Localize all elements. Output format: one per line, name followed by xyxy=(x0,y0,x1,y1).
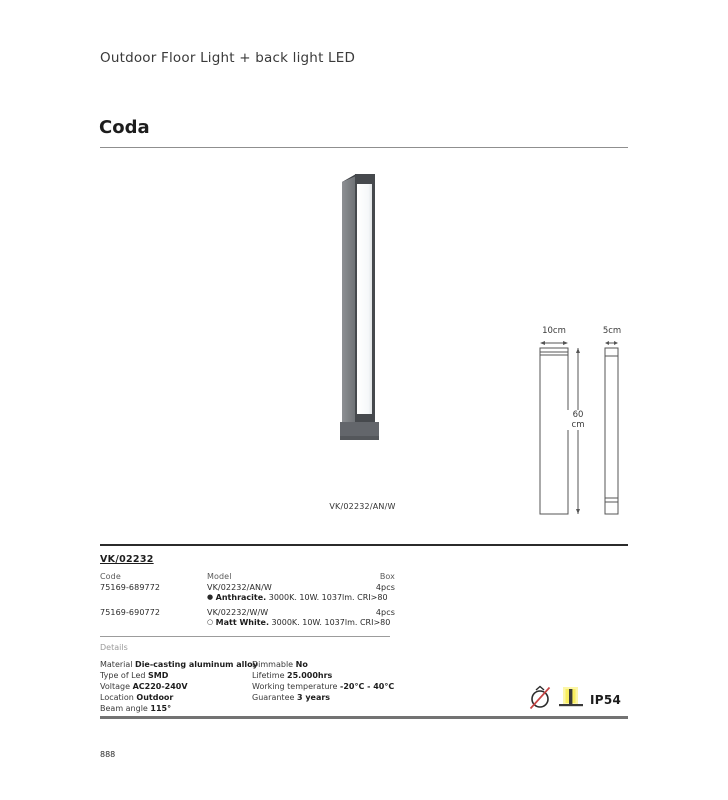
dim-height-label xyxy=(564,410,592,430)
detail-value: 3 years xyxy=(296,693,331,702)
detail-row xyxy=(100,660,258,669)
table-row-code: 75169-689772 xyxy=(100,583,161,592)
photo-caption: VK/02232/AN/W xyxy=(329,502,396,511)
dimension-drawing xyxy=(530,340,630,520)
divider-footer xyxy=(100,716,628,719)
detail-value: SMD xyxy=(148,671,169,680)
detail-row xyxy=(100,693,173,702)
divider-section-top xyxy=(100,544,628,546)
lamp-side-face xyxy=(342,176,356,422)
detail-row xyxy=(252,682,394,691)
finish-specs: 3000K. 10W. 1037lm. CRI>80 xyxy=(266,593,388,602)
dim-width-label: 10cm xyxy=(542,326,566,336)
detail-row xyxy=(100,704,171,713)
table-row-finish-line xyxy=(207,593,388,602)
detail-key: Dimmable xyxy=(252,660,296,669)
detail-key: Lifetime xyxy=(252,671,288,680)
detail-row xyxy=(252,660,308,669)
col-header-box: Box xyxy=(379,572,395,581)
product-name: Coda xyxy=(99,117,150,138)
detail-value: Outdoor xyxy=(136,693,174,702)
divider-table-bottom xyxy=(100,636,390,637)
product-photo xyxy=(338,172,382,450)
col-header-code: Code xyxy=(100,572,121,581)
lamp-diffuser xyxy=(357,184,372,414)
finish-swatch-open: ○ xyxy=(207,618,214,626)
detail-value: 25.000hrs xyxy=(287,671,333,680)
detail-value: -20°C - 40°C xyxy=(340,682,395,691)
finish-name: Anthracite. xyxy=(215,593,267,602)
detail-value: AC220-240V xyxy=(132,682,188,691)
not-dimmable-icon xyxy=(528,685,552,710)
details-label: Details xyxy=(100,643,128,652)
detail-key: Material xyxy=(100,660,136,669)
dim-height-unit: cm xyxy=(571,420,585,430)
detail-key: Location xyxy=(100,693,137,702)
divider-under-title xyxy=(100,147,628,148)
detail-key: Voltage xyxy=(100,682,133,691)
table-row-box: 4pcs xyxy=(375,608,395,617)
table-row-model: VK/02232/AN/W xyxy=(207,583,272,592)
detail-key: Type of Led xyxy=(100,671,149,680)
detail-value: No xyxy=(295,660,308,669)
finish-specs: 3000K. 10W. 1037lm. CRI>80 xyxy=(269,618,391,627)
page-number: 888 xyxy=(100,750,116,759)
detail-row xyxy=(100,682,188,691)
finish-name: Matt White. xyxy=(215,618,269,627)
finish-swatch-filled: ● xyxy=(207,593,214,601)
table-row-code: 75169-690772 xyxy=(100,608,161,617)
ip-rating: IP54 xyxy=(590,693,622,707)
table-row-finish-line xyxy=(207,618,390,627)
detail-key: Guarantee xyxy=(252,693,297,702)
floor-mounted-icon xyxy=(556,686,586,712)
detail-key: Beam angle xyxy=(100,704,151,713)
detail-row xyxy=(252,671,332,680)
detail-row xyxy=(100,671,168,680)
table-row-box: 4pcs xyxy=(375,583,395,592)
detail-row xyxy=(252,693,330,702)
page-header-title: Outdoor Floor Light + back light LED xyxy=(100,50,356,66)
section-code-heading: VK/02232 xyxy=(100,554,154,565)
table-row-model: VK/02232/W/W xyxy=(207,608,269,617)
detail-value: 115° xyxy=(150,704,172,713)
dim-depth-label: 5cm xyxy=(602,326,622,336)
col-header-model: Model xyxy=(207,572,232,581)
detail-key: Working temperature xyxy=(252,682,340,691)
detail-value: Die-casting aluminum alloy xyxy=(135,660,258,669)
dim-height-value: 60 xyxy=(572,410,584,420)
lamp-base-shadow xyxy=(340,436,379,440)
